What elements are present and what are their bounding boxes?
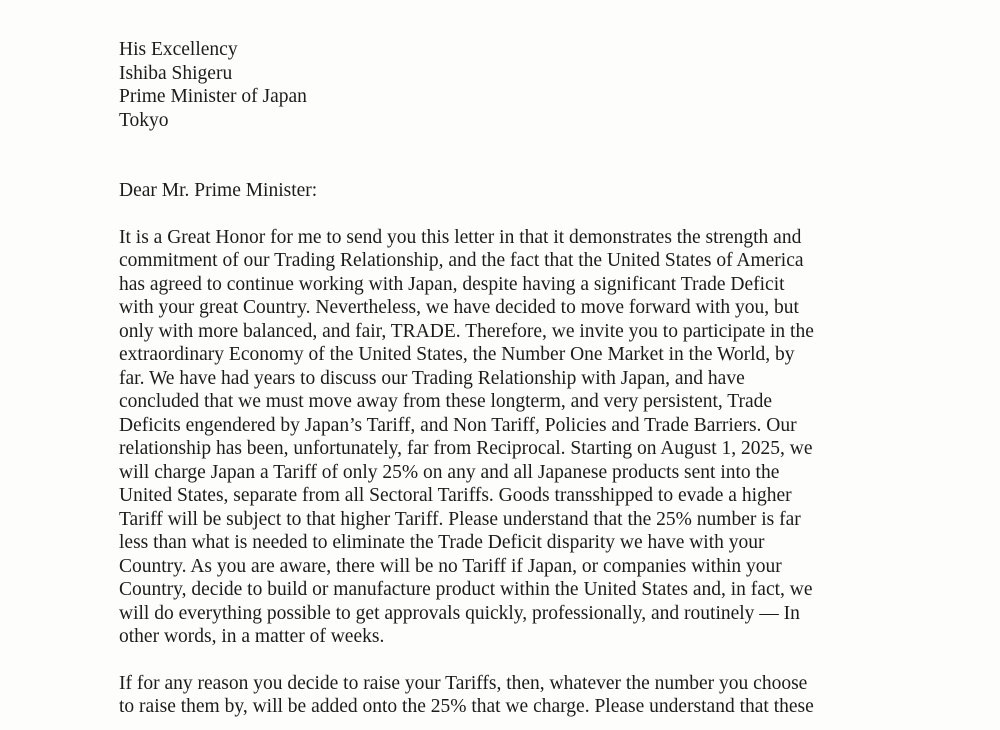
address-line-title: His Excellency bbox=[119, 39, 238, 60]
paragraph-line: relationship has been, unfortunately, far from Reciprocal. Starting on August 1, 2025, we bbox=[119, 438, 813, 459]
paragraph-line: United States, separate from all Sectoral Tariffs. Goods transshipped to evade a higher bbox=[119, 485, 792, 506]
paragraph-line: Country. As you are aware, there will be no Tariff if Japan, or companies within your bbox=[119, 555, 782, 577]
letter-body bbox=[119, 38, 919, 719]
address-line-city: Tokyo bbox=[119, 109, 169, 131]
paragraph-line: concluded that we must move away from these longterm, and very persistent, Trade bbox=[119, 391, 773, 412]
paragraph-line: has agreed to continue working with Japan, despite having a significant Trade Deficit bbox=[119, 273, 785, 295]
paragraph-1 bbox=[119, 226, 919, 649]
address-line-name: Ishiba Shigeru bbox=[119, 62, 233, 84]
paragraph-line: Deficits engendered by Japan’s Tariff, and Non Tariff, Policies and Trade Barriers. Our bbox=[119, 414, 797, 436]
paragraph-line: Country, decide to build or manufacture product within the United States and, in fact, we bbox=[119, 579, 813, 600]
paragraph-line: Tariff will be subject to that higher Tariff. Please understand that the 25% number is far bbox=[119, 508, 801, 530]
paragraph-line: to raise them by, will be added onto the 25% that we charge. Please understand that these bbox=[119, 696, 814, 717]
salutation: Dear Mr. Prime Minister: bbox=[119, 180, 318, 201]
paragraph-line: will do everything possible to get approvals quickly, professionally, and routinely — In bbox=[119, 602, 800, 624]
paragraph-line: extraordinary Economy of the United States, the Number One Market in the World, by bbox=[119, 344, 795, 365]
paragraph-line: with your great Country. Nevertheless, we have decided to move forward with you, but bbox=[119, 297, 799, 318]
address-line-position: Prime Minister of Japan bbox=[119, 86, 307, 107]
paragraph-line: far. We have had years to discuss our Trading Relationship with Japan, and have bbox=[119, 367, 745, 389]
paragraph-line: will charge Japan a Tariff of only 25% on any and all Japanese products sent into the bbox=[119, 461, 780, 483]
paragraph-line: If for any reason you decide to raise your Tariffs, then, whatever the number you choose bbox=[119, 672, 808, 694]
paragraph-line: only with more balanced, and fair, TRADE. Therefore, we invite you to participate in the bbox=[119, 320, 814, 342]
paragraph-line: other words, in a matter of weeks. bbox=[119, 626, 385, 647]
paragraph-line: It is a Great Honor for me to send you this letter in that it demonstrates the strength and bbox=[119, 226, 802, 248]
paragraph-line: commitment of our Trading Relationship, and the fact that the United States of America bbox=[119, 250, 804, 271]
recipient-address bbox=[119, 38, 919, 132]
paragraph-line: less than what is needed to eliminate the Trade Deficit disparity we have with your bbox=[119, 532, 765, 553]
paragraph-2 bbox=[119, 672, 919, 719]
